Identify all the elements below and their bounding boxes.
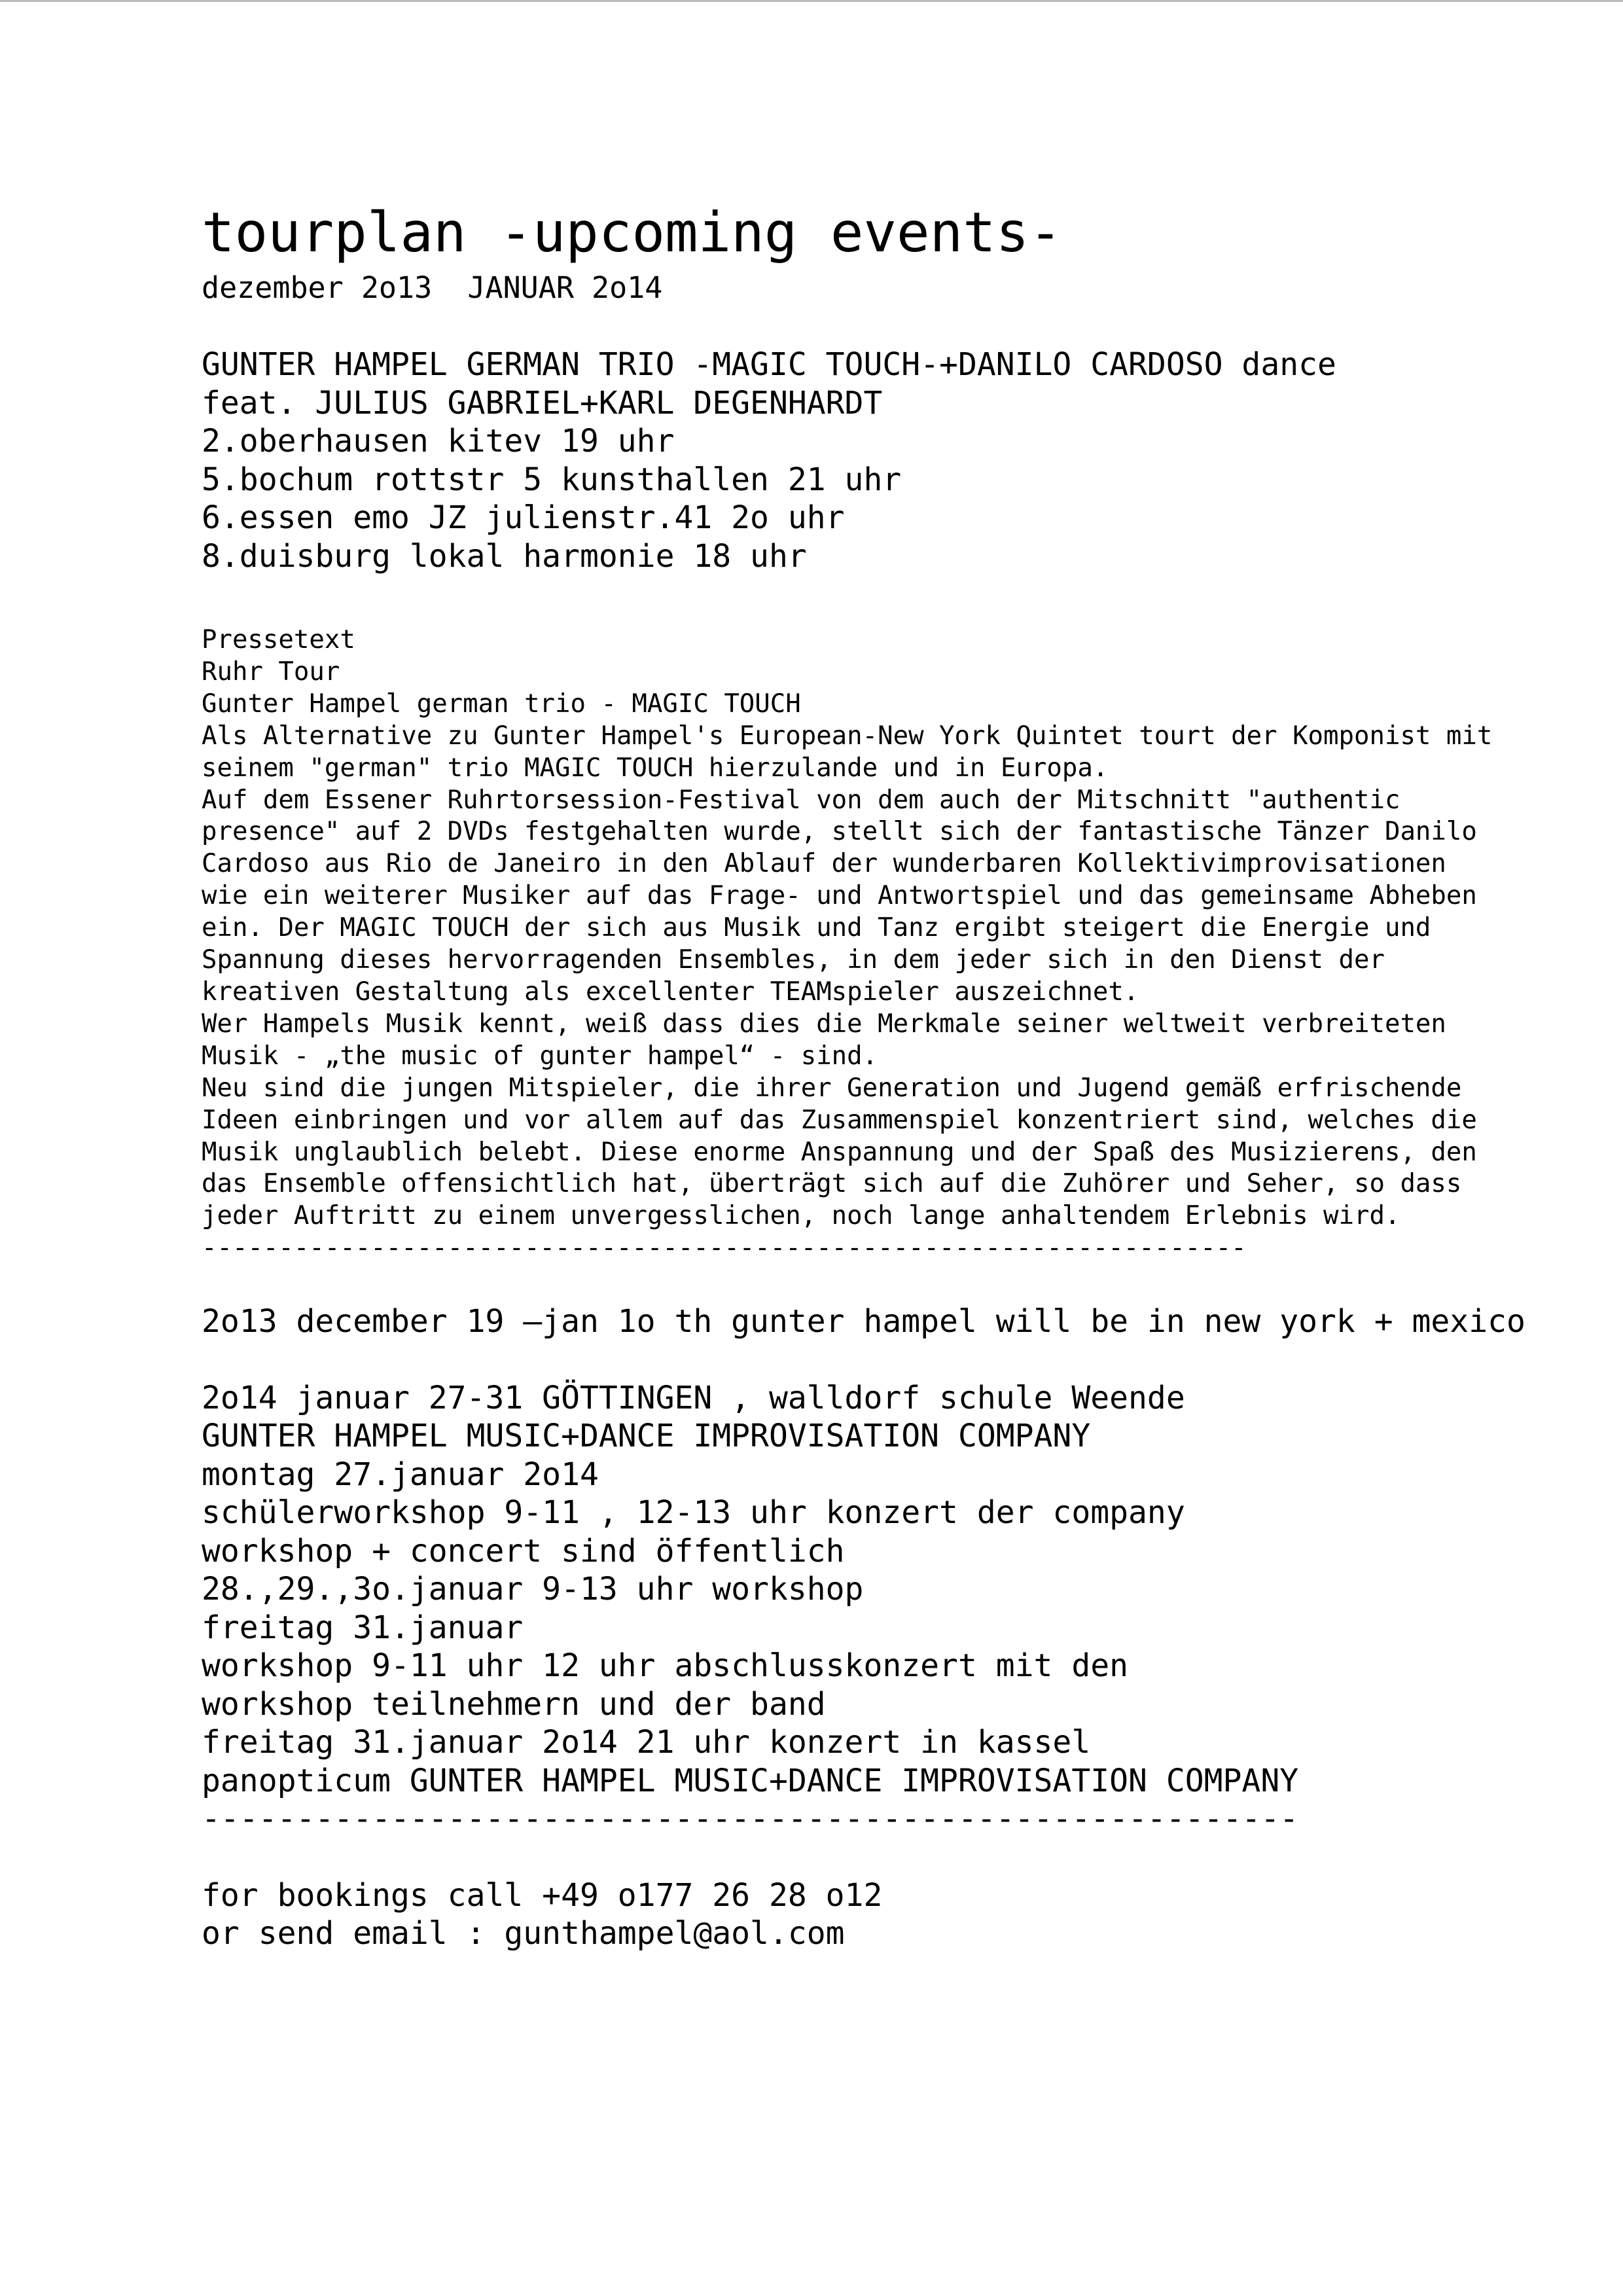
press-line: Spannung dieses hervorragenden Ensembles, in dem jeder sich in den Dienst der: [202, 945, 1385, 975]
trio-line: feat. JULIUS GABRIEL+KARL DEGENHARDT: [202, 384, 883, 422]
goettingen-divider: ----------------------------------------------------------: [202, 1801, 1299, 1838]
press-line: Auf dem Essener Ruhrtorsession-Festival von dem auch der Mitschnitt "authentic: [202, 785, 1400, 815]
tour-date-line: 2.oberhausen kitev 19 uhr: [202, 423, 675, 459]
event-line: 2o14 januar 27-31 GÖTTINGEN , walldorf schule Weende: [202, 1379, 1185, 1416]
trio-line: GUNTER HAMPEL GERMAN TRIO -MAGIC TOUCH-+DANILO CARDOSO dance: [202, 346, 1336, 383]
event-line: workshop 9-11 uhr 12 uhr abschlusskonzert mit den: [202, 1647, 1129, 1685]
press-line: seinem "german" trio MAGIC TOUCH hierzulande und in Europa.: [202, 753, 1109, 783]
press-line: Pressetext: [202, 625, 355, 655]
event-line: freitag 31.januar: [202, 1609, 524, 1646]
event-line: GUNTER HAMPEL MUSIC+DANCE IMPROVISATION COMPANY: [202, 1418, 1091, 1455]
document-page: [202, 196, 1589, 1953]
press-line: Ruhr Tour: [202, 656, 340, 687]
press-line: Cardoso aus Rio de Janeiro in den Ablauf der wunderbaren Kollektivimprovisationen: [202, 849, 1446, 879]
tour-date-line: 8.duisburg lokal harmonie 18 uhr: [202, 537, 807, 575]
press-line: Musik unglaublich belebt. Diese enorme Anspannung und der Spaß des Musizierens, den: [202, 1137, 1477, 1167]
press-line: presence" auf 2 DVDs festgehalten wurde, stellt sich der fantastische Tänzer Danilo: [202, 817, 1477, 847]
event-line: freitag 31.januar 2o14 21 uhr konzert in kassel: [202, 1724, 1091, 1761]
press-line: Ideen einbringen und vor allem auf das Zusammenspiel konzentriert sind, welches die: [202, 1105, 1477, 1135]
event-line: panopticum GUNTER HAMPEL MUSIC+DANCE IMPROVISATION COMPANY: [202, 1762, 1299, 1799]
press-line: jeder Auftritt zu einem unvergesslichen, noch lange anhaltendem Erlebnis wird.: [202, 1201, 1400, 1231]
goettingen-block: [202, 1379, 1589, 1839]
trio-tour-block: [202, 346, 1589, 575]
press-line: Musik - „the music of gunter hampel“ - sind.: [202, 1041, 878, 1071]
page-top-border: [0, 0, 1623, 2]
event-line: schülerworkshop 9-11 , 12-13 uhr konzert der company: [202, 1494, 1185, 1532]
press-line: Wer Hampels Musik kennt, weiß dass dies die Merkmale seiner weltweit verbreiteten: [202, 1009, 1446, 1039]
press-line: kreativen Gestaltung als excellenter TEAMspieler auszeichnet.: [202, 977, 1139, 1007]
press-text-block: [202, 624, 1589, 1265]
tour-date-line: 5.bochum rottstr 5 kunsthallen 21 uhr: [202, 461, 902, 498]
page-title: tourplan -upcoming events-: [202, 200, 1062, 264]
contact-block: [202, 1876, 1589, 1953]
page-subtitle: dezember 2o13 JANUAR 2o14: [202, 270, 663, 305]
event-line: workshop + concert sind öffentlich: [202, 1532, 845, 1570]
booking-email-line: or send email : gunthampel@aol.com: [202, 1915, 845, 1952]
booking-phone-line: for bookings call +49 o177 26 28 o12: [202, 1876, 883, 1914]
press-divider: --------------------------------------------------------------------: [202, 1233, 1247, 1263]
press-line: das Ensemble offensichtlich hat, überträgt sich auf die Zuhörer und Seher, so dass: [202, 1169, 1462, 1199]
press-line: Neu sind die jungen Mitspieler, die ihrer Generation und Jugend gemäß erfrischende: [202, 1073, 1462, 1103]
press-line: Gunter Hampel german trio - MAGIC TOUCH: [202, 689, 801, 719]
press-line: Als Alternative zu Gunter Hampel's European-New York Quintet tourt der Komponist mit: [202, 721, 1493, 751]
event-line: workshop teilnehmern und der band: [202, 1685, 826, 1723]
press-line: ein. Der MAGIC TOUCH der sich aus Musik und Tanz ergibt steigert die Energie und: [202, 913, 1431, 943]
new-york-line: 2o13 december 19 –jan 1o th gunter hampel will be in new york + mexico: [202, 1303, 1525, 1340]
event-line: 28.,29.,3o.januar 9-13 uhr workshop: [202, 1571, 864, 1608]
event-line: montag 27.januar 2o14: [202, 1456, 599, 1493]
press-line: wie ein weiterer Musiker auf das Frage- und Antwortspiel und das gemeinsame Abheben: [202, 881, 1477, 911]
tour-date-line: 6.essen emo JZ julienstr.41 2o uhr: [202, 499, 845, 536]
